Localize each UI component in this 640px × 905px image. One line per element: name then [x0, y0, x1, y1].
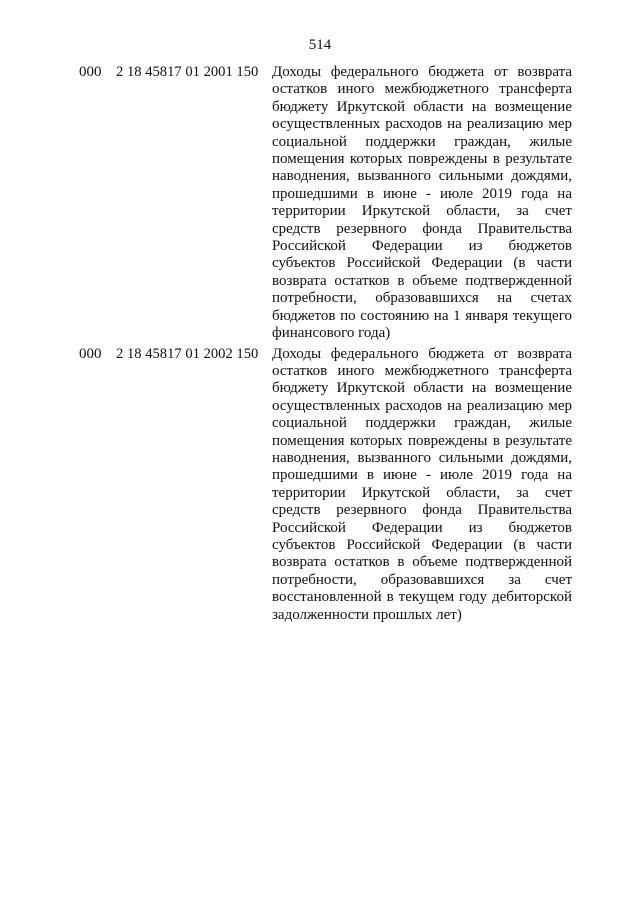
income-description: Доходы федерального бюджета от возврата остатков иного межбюджетного трансферта бюджету Иркутской области на возмещение осуществленных расходов на реализацию мер социальной поддержки граждан, жилые помещения которых повреждены в результате наводнения, вызванного сильными дождями, прошедшими в июне - июле 2019 года на территории Иркутской области, за счет средств резервного фонда Правительства Российской Федерации из бюджетов субъектов Российской Федерации (в части возврата остатков в объеме подтвержденной потребности, образовавшихся на счетах бюджетов по состоянию на 1 января текущего финансового года) [272, 64, 572, 342]
budget-entry [79, 346, 579, 625]
budget-code-list [79, 64, 579, 627]
income-description: Доходы федерального бюджета от возврата остатков иного межбюджетного трансферта бюджету Иркутской области на возмещение осуществленных расходов на реализацию мер социальной поддержки граждан, жилые помещения которых повреждены в результате наводнения, вызванного сильными дождями, прошедшими в июне - июле 2019 года на территории Иркутской области, за счет средств резервного фонда Правительства Российской Федерации из бюджетов субъектов Российской Федерации (в части возврата остатков в объеме подтвержденной потребности, образовавшихся за счет восстановленной в текущем году дебиторской задолженности прошлых лет) [272, 345, 572, 623]
administrator-code: 000 [79, 345, 102, 362]
budget-entry [79, 64, 579, 343]
budget-classification-code: 2 18 45817 01 2001 150 [116, 64, 259, 80]
page-number: 514 [308, 37, 332, 53]
administrator-code: 000 [79, 64, 102, 80]
budget-classification-code: 2 18 45817 01 2002 150 [116, 345, 259, 362]
